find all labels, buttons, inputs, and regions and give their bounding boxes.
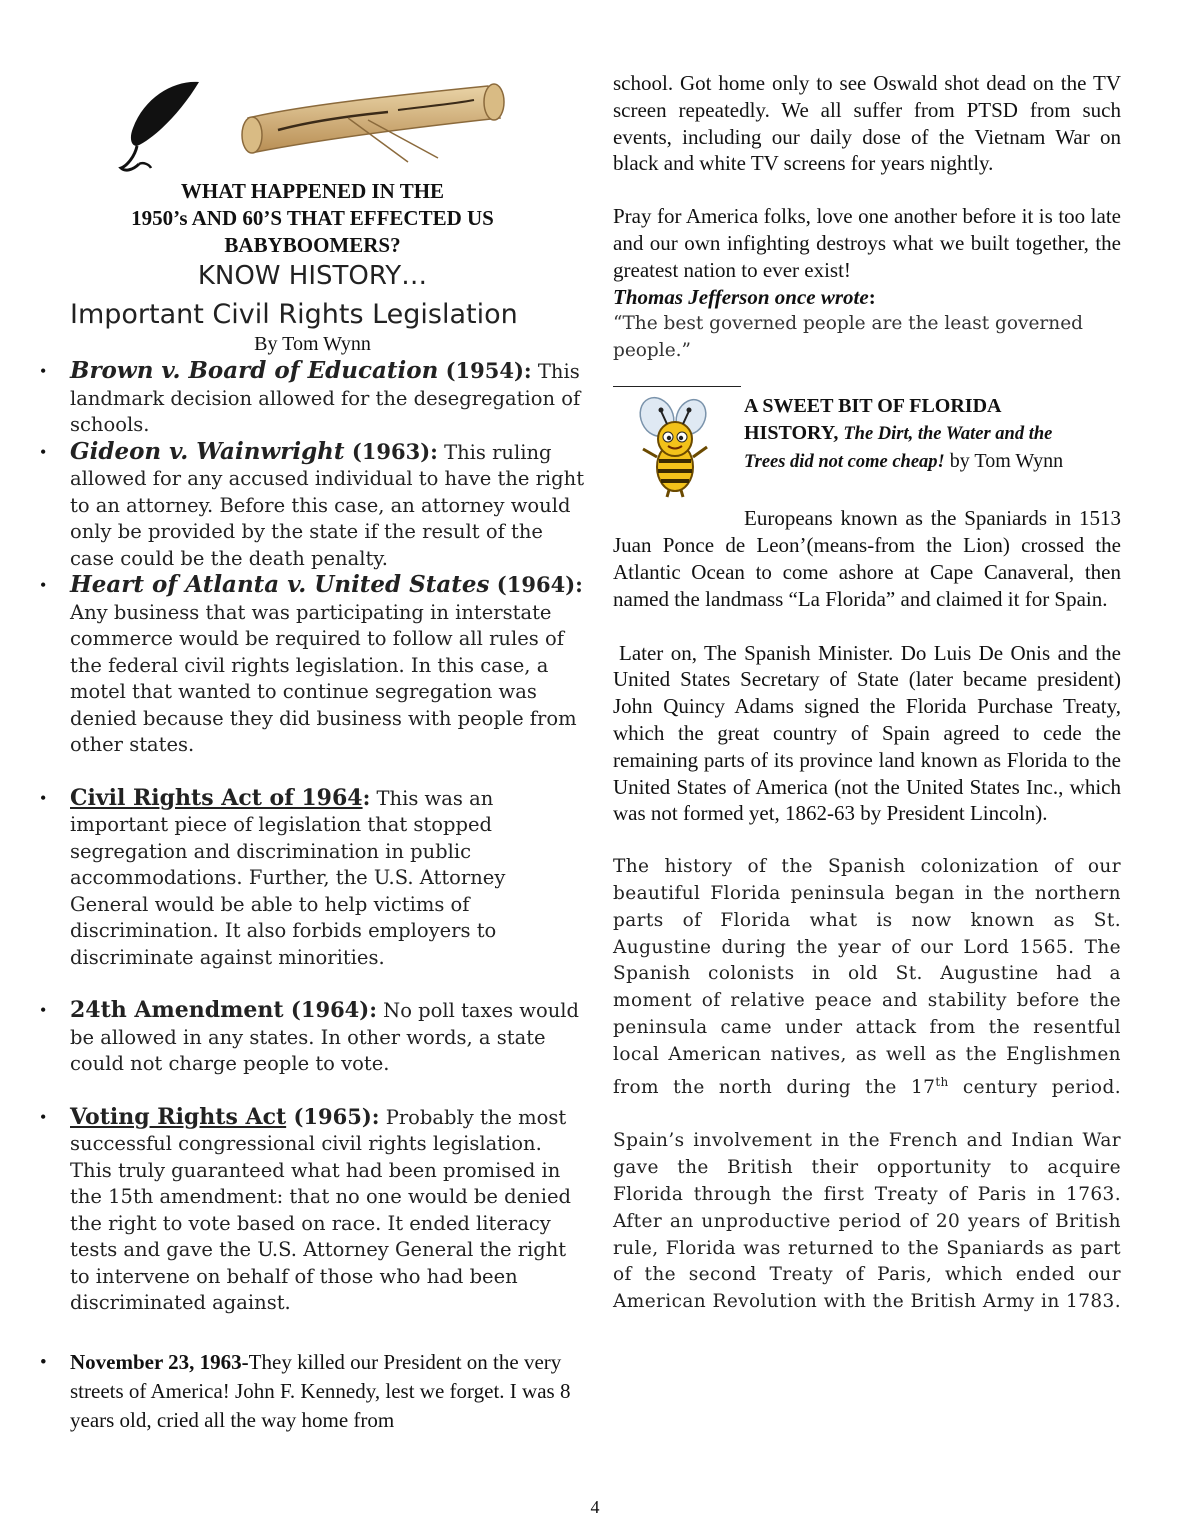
case-year: (1963): [344, 438, 438, 464]
legislation-title: Important Civil Rights Legislation [70, 299, 518, 330]
jfk-date: November 23, 1963- [70, 1349, 249, 1374]
section-divider [613, 386, 741, 387]
florida-title-2: HISTORY, [744, 422, 839, 445]
jfk-paragraph [40, 1348, 585, 1435]
jefferson-label: Thomas Jefferson once wrote [613, 284, 869, 309]
jefferson-colon: : [868, 284, 876, 309]
act-text: No poll taxes would be allowed in any states. In other words, a state could not charge people to vote. [70, 999, 579, 1075]
act-title: Civil Rights Act of 1964 [70, 784, 363, 811]
para3-sup: th [935, 1074, 949, 1089]
left-column [40, 70, 585, 1456]
list-item [40, 785, 585, 972]
act-text: This was an important piece of legislation that stopped segregation and discrimination in public accommodations. Further, the U.S. Attorney General would be able to help victims of discrimination. It also forbids employers to discriminate against minorities. [70, 786, 506, 969]
case-title: Gideon v. Wainwright [70, 437, 345, 465]
act-year: : [362, 784, 371, 810]
case-year: (1954): [438, 358, 532, 383]
florida-paragraph-4: Spain’s involvement in the French and Indian War gave the British their opportunity to acquire Florida through the first Treaty of Paris in 1763. After an unproductive period of 20 years of British rule, Florida was returned to the Spaniards as part of the second Treaty of Paris, which ended our American Revolution with the British Army in 1783. [613, 1130, 1121, 1313]
legislation-list [40, 358, 585, 1317]
jefferson-attribution [613, 284, 1121, 311]
florida-paragraph-2: Later on, The Spanish Minister. Do Luis De Onis and the United States Secretary of State (later became president) John Quincy Adams signed the Florida Purchase Treaty, which the great country of Spain agreed to cede the remaining parts of its province land known as Florida to the United States of America (not the United States Inc., which was not formed yet, 1862-63 by President Lincoln). [613, 640, 1121, 826]
florida-title-1: A SWEET BIT OF FLORIDA [744, 395, 1002, 418]
cartoon-bee-icon [635, 395, 715, 499]
heading-line-2: 1950’s AND 60’S THAT EFFECTED US [131, 206, 494, 230]
act-title: 24th Amendment [70, 997, 284, 1023]
florida-paragraph-1: Europeans known as the Spaniards in 1513 Juan Ponce de Leon’(means-from the Lion) crossed the Atlantic Ocean to come ashore at Cape Canaveral, then named the landmass “La Florida” and claimed it for Spain. [613, 506, 1121, 611]
case-title: Brown v. Board of Education [70, 357, 439, 384]
case-text: Any business that was participating in interstate commerce would be required to follow all rules of the federal civil rights legislation. In this case, a motel that wanted to continue segregation was denied because they did business with people from other states. [70, 600, 577, 756]
list-item [40, 358, 585, 439]
right-column [613, 70, 1121, 1316]
list-item [40, 572, 585, 759]
case-title: Heart of Atlanta v. United States [70, 571, 490, 598]
list-item [40, 1104, 585, 1317]
page-number: 4 [590, 1497, 600, 1517]
case-text: This ruling allowed for any accused individual to have the right to an attorney. Before this case, an attorney would only be provided by the state if the result of the case could be the death penalty. [70, 440, 585, 570]
list-item [40, 997, 585, 1078]
florida-subtitle-2: Trees did not come cheap! [744, 452, 945, 473]
list-item [40, 439, 585, 573]
act-text: Probably the most successful congressional civil rights legislation. This truly guaranteed what had been promised in the 15th amendment: that no one would be denied the right to vote based on race. It ended literacy tests and gave the U.S. Attorney General the right to intervene on behalf of those who had been discriminated against. [70, 1105, 571, 1314]
jfk-text: They killed our President on the very streets of America! John F. Kennedy, lest we forget. I was 8 years old, cried all the way home from [70, 1349, 571, 1432]
florida-byline: by Tom Wynn [949, 450, 1064, 473]
byline: By Tom Wynn [254, 333, 371, 355]
act-year: (1964): [283, 997, 377, 1022]
quill-pen-icon [115, 76, 205, 176]
heading-line-3: BABYBOOMERS? [224, 233, 401, 257]
header-illustration [40, 70, 585, 178]
heading-line-1: WHAT HAPPENED IN THE [180, 179, 445, 203]
act-year: (1965): [286, 1103, 380, 1129]
we-the-people-scroll-icon [238, 78, 518, 170]
para3-end: century period. [948, 1076, 1121, 1098]
case-text: This landmark decision allowed for the desegregation of schools. [70, 360, 581, 436]
para3-main: The history of the Spanish colonization of our beautiful Florida peninsula began in the northern parts of Florida what is now known as St. Augustine during the year of our Lord 1565. The Spanish colonists in old St. Augustine had a moment of relative peace and stability before the peninsula came under attack from the resentful local American natives, as well as the Englishmen from the north during the 17 [613, 856, 1121, 1098]
case-year: (1964): [489, 572, 583, 597]
florida-header [613, 393, 1121, 505]
florida-subtitle-1: The Dirt, the Water and the [843, 424, 1053, 445]
act-title: Voting Rights Act [70, 1103, 287, 1130]
florida-paragraph-3 [613, 854, 1121, 1101]
jefferson-quote: “The best governed people are the least governed people.” [613, 313, 1083, 362]
jfk-continued: school. Got home only to see Oswald shot dead on the TV screen repeatedly. We all suffer from PTSD from such events, including our daily dose of the Vietnam War on black and white TV screens for years nightly. [613, 71, 1121, 176]
florida-title-block [744, 393, 1122, 476]
pray-paragraph: Pray for America folks, love one another before it is too late and our own infighting destroys what we built together, the greatest nation to ever exist! [613, 204, 1121, 282]
know-history-title: KNOW HISTORY… [197, 261, 428, 291]
